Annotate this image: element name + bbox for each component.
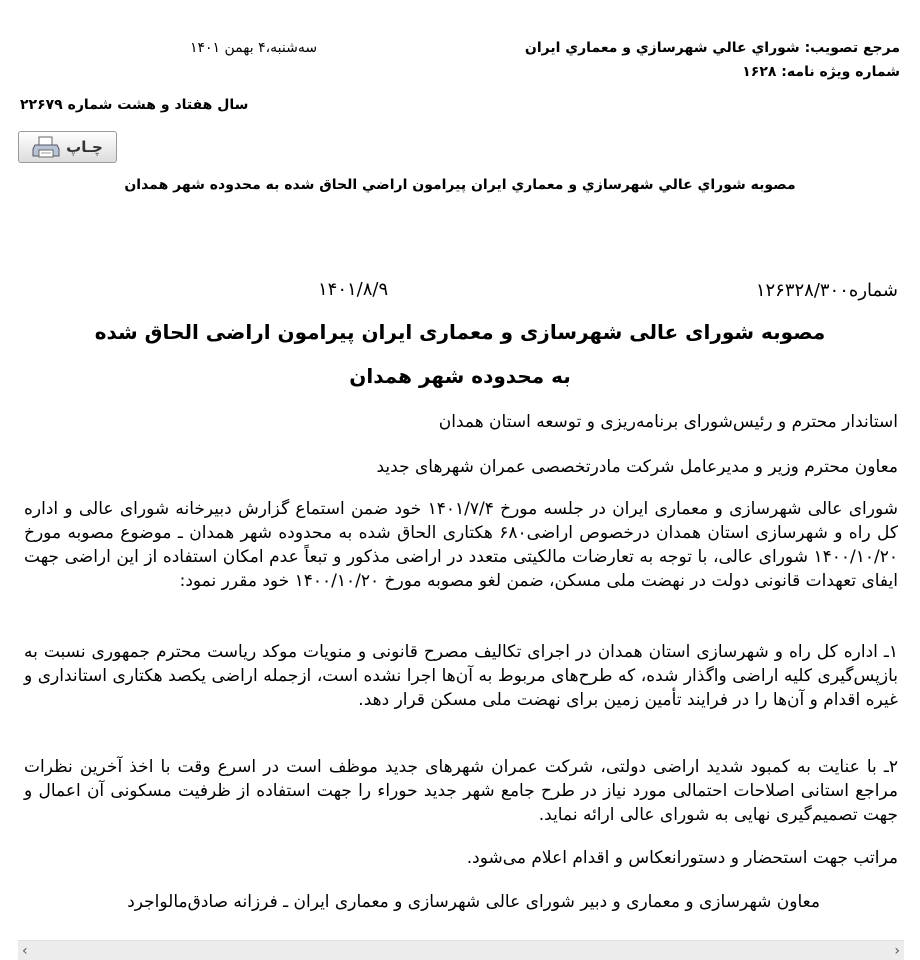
print-button[interactable] <box>18 131 117 163</box>
year-issue-label: سال هفتاد و هشت شماره ۲۲۶۷۹ <box>20 97 249 113</box>
letter-title: مصوبه شورای عالی شهرسازی و معماری ایران پیرامون اراضی الحاق شده <box>94 320 826 344</box>
horizontal-scrollbar[interactable] <box>18 940 904 960</box>
body-paragraph-intro: شورای عالی شهرسازی و معماری ایران در جلسه مورخ ۱۴۰۱/۷/۴ خود ضمن استماع گزارش دبیرخانه شورای عالی و اداره کل راه و شهرسازی استان همدان درخصوص اراضی۶۸۰ هکتاری الحاق شده به محدوده شهر همدان ـ موضوع مصوبه مورخ ۱۴۰۰/۱۰/۲۰ شورای عالی، با توجه به تعارضات مالکیتی متعدد در اراضی مذکور و تبعاً عدم امکان استفاده از این اراضی جهت ایفای تعهدات قانونی دولت در نهضت ملی مسکن، ضمن لغو مصوبه مورخ ۱۴۰۰/۱۰/۲۰ خود مقرر نمود: <box>24 499 898 591</box>
resolution-heading: مصوبه شوراي عالي شهرسازي و معماري ايران پيرامون اراضي الحاق شده به محدوده شهر همدان <box>124 177 796 193</box>
signature-line: معاون شهرسازی و معماری و دبیر شورای عالی شهرسازی و معماری ایران ـ فرزانه صادق‌مالواجرد <box>127 892 820 912</box>
letter-date: ۱۴۰۱/۸/۹ <box>318 279 389 300</box>
printer-icon <box>32 135 60 159</box>
body-paragraph-clause-1: ۱ـ اداره کل راه و شهرسازی استان همدان در اجرای تکالیف مصرح قانونی و منویات موکد ریاست محترم جمهوری نسبت به بازپس‌گیری کلیه اراضی واگذار شده، که طرح‌های مربوط به آن‌ها اجرا نشده است، ازجمله اراضی یکصد هکتاری استانداری و غیره اقدام و آن‌ها را در فرایند تأمین زمین برای نهضت ملی مسکن قرار دهد. <box>24 642 898 710</box>
scroll-left-icon[interactable]: ‹ <box>22 943 28 959</box>
letter-number: شماره۱۲۶۳۲۸/۳۰۰ <box>755 280 898 301</box>
scroll-right-icon[interactable]: › <box>894 943 900 959</box>
addressee-deputy-minister: معاون محترم وزیر و مدیرعامل شرکت مادرتخصصی عمران شهرهای جدید <box>376 457 898 477</box>
body-paragraph-clause-2: ۲ـ با عنایت به کمبود شدید اراضی دولتی، شرکت عمران شهرهای جدید موظف است در اسرع وقت با اخذ آخرین نظرات مراجع استانی اصلاحات احتمالی مورد نیاز در طرح جامع شهر جدید حوراء را جهت استفاده از ظرفیت مسکونی آن اعمال و جهت تصمیم‌گیری نهایی به شورای عالی ارائه نماید. <box>24 757 898 825</box>
body-paragraph-closing: مراتب جهت استحضار و دستورانعکاس و اقدام اعلام می‌شود. <box>466 848 898 868</box>
addressee-governor: استاندار محترم و رئیس‌شورای برنامه‌ریزی و توسعه استان همدان <box>438 412 898 432</box>
letter-title-continued: به محدوده شهر همدان <box>349 364 571 388</box>
publication-date: سه‌شنبه،۴ بهمن ۱۴۰۱ <box>190 40 318 56</box>
approval-reference: مرجع تصویب: شوراي عالي شهرسازي و معماري ايران <box>524 40 900 56</box>
print-button-label: چـاپ <box>66 138 103 156</box>
special-issue-number: شماره ویژه نامه: ۱۶۲۸ <box>742 64 900 80</box>
